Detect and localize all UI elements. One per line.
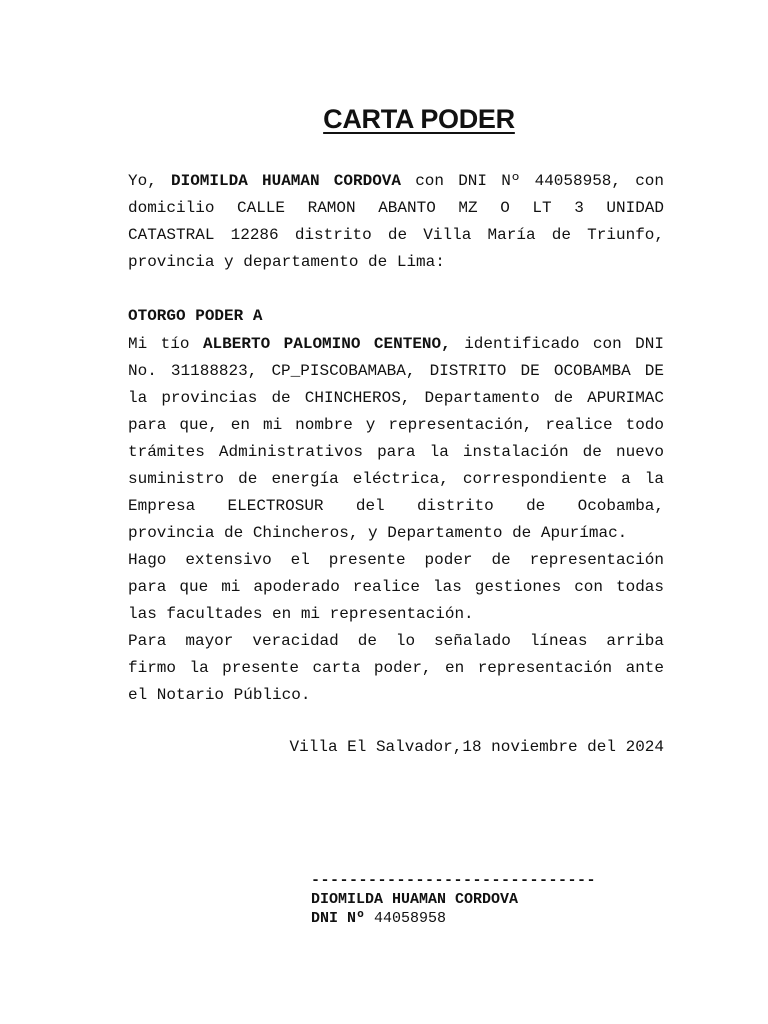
paragraph-line: Hago extensivo el presente poder de representación	[128, 551, 664, 569]
text-span: Mi tío	[128, 335, 203, 353]
paragraph-line: las facultades en mi representación.	[128, 605, 474, 623]
paragraph-intro	[128, 168, 664, 276]
grantor-name: DIOMILDA HUAMAN CORDOVA	[171, 172, 402, 190]
document-title: CARTA PODER	[323, 104, 515, 134]
text-span: con DNI Nº 44058958, con	[401, 172, 664, 190]
paragraph-line	[128, 168, 664, 195]
paragraph-line: para que, en mi nombre y representación, realice todo	[128, 416, 664, 434]
signer-dni	[311, 909, 596, 928]
paragraph-line: provincia y departamento de Lima:	[128, 253, 445, 271]
dni-label: DNI Nº	[311, 910, 366, 927]
attorney-name: ALBERTO PALOMINO CENTENO,	[202, 335, 451, 353]
paragraph-line: domicilio CALLE RAMON ABANTO MZ O LT 3 UNIDAD	[128, 199, 664, 217]
paragraph-line: No. 31188823, CP_PISCOBAMABA, DISTRITO DE OCOBAMBA DE	[128, 362, 664, 380]
paragraph-grant	[128, 331, 664, 709]
paragraph-line: Para mayor veracidad de lo señalado líneas arriba	[128, 632, 664, 650]
text-span: identificado con DNI	[450, 335, 664, 353]
text-span: Yo,	[128, 172, 171, 190]
paragraph-line: CATASTRAL 12286 distrito de Villa María de Triunfo,	[128, 226, 664, 244]
signer-name: DIOMILDA HUAMAN CORDOVA	[311, 891, 519, 908]
place-date: Villa El Salvador,18 noviembre del 2024	[289, 738, 664, 756]
paragraph-line: trámites Administrativos para la instalación de nuevo	[128, 443, 664, 461]
section-heading: OTORGO PODER A	[128, 307, 263, 325]
paragraph-line: para que mi apoderado realice las gestiones con todas	[128, 578, 664, 596]
paragraph-line: el Notario Público.	[128, 686, 311, 704]
paragraph-line: la provincias de CHINCHEROS, Departamento de APURIMAC	[128, 389, 664, 407]
signature-block	[311, 871, 596, 928]
signature-line: ------------------------------	[311, 872, 597, 889]
paragraph-line: Empresa ELECTROSUR del distrito de Ocobamba,	[128, 497, 664, 515]
paragraph-line: firmo la presente carta poder, en representación ante	[128, 659, 664, 677]
paragraph-line	[128, 331, 664, 358]
paragraph-line: provincia de Chincheros, y Departamento de Apurímac.	[128, 524, 628, 542]
dni-value: 44058958	[365, 910, 447, 927]
paragraph-line: suministro de energía eléctrica, correspondiente a la	[128, 470, 664, 488]
